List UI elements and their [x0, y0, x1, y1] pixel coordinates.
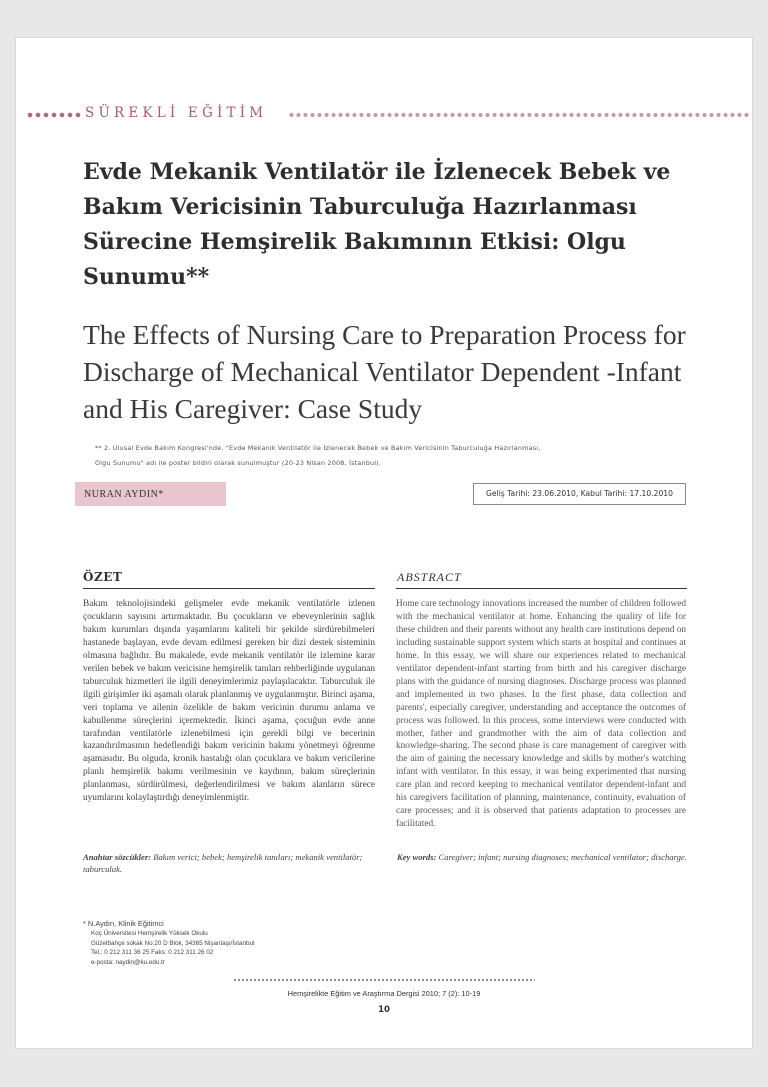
affiliation-line-2: Güzelbahçe sokak No:20 D Blok, 34365 Nişantaşı/İstanbul [91, 939, 255, 947]
abstract-body: Home care technology innovations increased the number of children followed with the mechanical ventilator at home. Enhancing the quality of life for these children and their parents without any health care institutions depend on including sustainable support system which starts at hospital and continues at home. In this essay, we will share our experiences related to mechanical ventilator dependent-infant starting from birth and his caregiver discharge plans with the guidance of nursing diagnoses. Discharge process was planned and implemented in two phases. In the first phase, data collection and parents', especially caregiver, understanding and acceptance the outcomes of process was followed. In this process, some interviews were conducted with mother, father and grandmother with the aim of data collection and knowledge-sharing. The second phase is care management of caregiver with the aim of gaining the necessary knowledge and skills by mother's watching infant with ventilator. In this essay, it was being experimented that nursing care plan and record keeping to mechanical ventilator dependent-infant and his caregivers facilitation of planning, maintenance, continuity, evaluation of care processes; and it is observed that patients adaptation to processes are facilitated. [396, 599, 686, 830]
title-english: The Effects of Nursing Care to Preparation Process for Discharge of Mechanical Ventilator Dependent -Infant and His Caregiver: Case Study [83, 319, 686, 424]
banner-dots-left [26, 111, 82, 119]
affiliation-name: * N.Aydın, Klinik Eğitimci [83, 919, 164, 928]
ozet-heading: ÖZET [83, 570, 123, 584]
footnote-line-1: ** 2. Ulusal Evde Bakım Kongresi'nde, "Evde Mekanik Ventilatör ile İzlenecek Bebek ve Bakım Vericisinin Taburculuğa Hazırlanması, [95, 444, 541, 452]
author-affiliation [83, 918, 383, 967]
abstract-rule [396, 588, 687, 589]
page-number: 10 [378, 1005, 390, 1015]
title-footnote [95, 441, 715, 471]
ozet-keywords [83, 851, 377, 875]
affiliation-line-1: Koç Üniversitesi Hemşirelik Yüksek Okulu [91, 930, 208, 937]
abstract-heading: ABSTRACT [397, 570, 462, 584]
ozet-keywords-text: Bakım verici; bebek; hemşirelik tanıları; mekanik ventilatör; taburculuk. [83, 852, 363, 874]
title-turkish: Evde Mekanik Ventilatör ile İzlenecek Bebek ve Bakım Vericisinin Taburculuğa Hazırlanması Sürecine Hemşirelik Bakımının Etkisi: Olgu Sunumu** [83, 159, 671, 290]
abstract-keywords-label: Key words: [397, 852, 437, 862]
affiliation-line-3: Tel.: 0 212 311 36 25 Faks: 0 212 311 26 02 [91, 949, 214, 957]
section-banner [26, 104, 750, 126]
ozet-rule [83, 588, 375, 589]
affiliation-line-4: e-posta: naydin@ku.edu.tr [91, 958, 165, 966]
viewer-top-band [0, 0, 768, 38]
abstract-keywords-text: Caregiver; infant; nursing diagnoses; mechanical ventilator; discharge. [438, 852, 687, 862]
ozet-body: Bakım teknolojisindeki gelişmeler evde mekanik ventilatörle izlenen çocukların sayısını artırmaktadır. Bu çocukların ve ebeveynlerinin sağlık bakım kurumları dışında yaşamlarını kaliteli bir şekilde sürdürebilmeleri hastanede başlayan, evde devam edilmesi gereken bir dizi destek sisteminin olmasına bağlıdır. Bu makalede, evde mekanik ventilatör ile izlemine karar verilen bebek ve bakım vericisine hemşirelik tanıları rehberliğinde uygulanan taburculuk hizmetleri ile ilgili deneyimlerimiz paylaşılacaktır. Taburculuk ile ilgili girişimler iki aşamalı olarak planlanmış ve uygulanmıştır. Birinci aşama, veri toplama ve ailenin özelikle de bakım vericinin durumu anlama ve kabullenme süreçlerini içermektedir. İkinci aşama, çocuğun evde anne tarafından ventilatörle izlenebilmesi için gerekli bilgi ve becerinin kazandırılmasının hedeflendiği bakım vericinin bakımı yönetmeyi öğrenme aşamasıdır. Bu olguda, kronik hastalığı olan çocuklara ve bakım vericilerine planlı hemşirelik bakımı verilmesinin ve kaydının, bakım süreçlerinin planlanması, sürdürülmesi, değerlendirilmesi ve bakım alanların sürece uyumlarını kolaylaştırdığı deneyimlenmiştir. [83, 599, 375, 804]
viewer-bottom-band [0, 1048, 768, 1087]
banner-dots-right [288, 111, 750, 119]
submission-dates: Geliş Tarihi: 23.06.2010, Kabul Tarihi: 17.10.2010 [473, 483, 686, 505]
viewer-left-band [0, 38, 16, 1048]
author-name: NURAN AYDIN* [84, 489, 164, 500]
journal-dots [233, 978, 535, 982]
journal-citation: Hemşirelikte Eğitim ve Araştırma Dergisi 2010; 7 (2): 10-19 [287, 989, 481, 998]
banner-label: SÜREKLİ EĞİTİM [85, 105, 268, 121]
abstract-keywords [397, 851, 691, 863]
footnote-line-2: Olgu Sunumu" adı ile poster bildiri olarak sunulmuştur (20-23 Nisan 2008, İstanbul). [95, 459, 382, 467]
viewer-right-band [752, 38, 768, 1048]
ozet-keywords-label: Anahtar sözcükler: [83, 852, 152, 862]
